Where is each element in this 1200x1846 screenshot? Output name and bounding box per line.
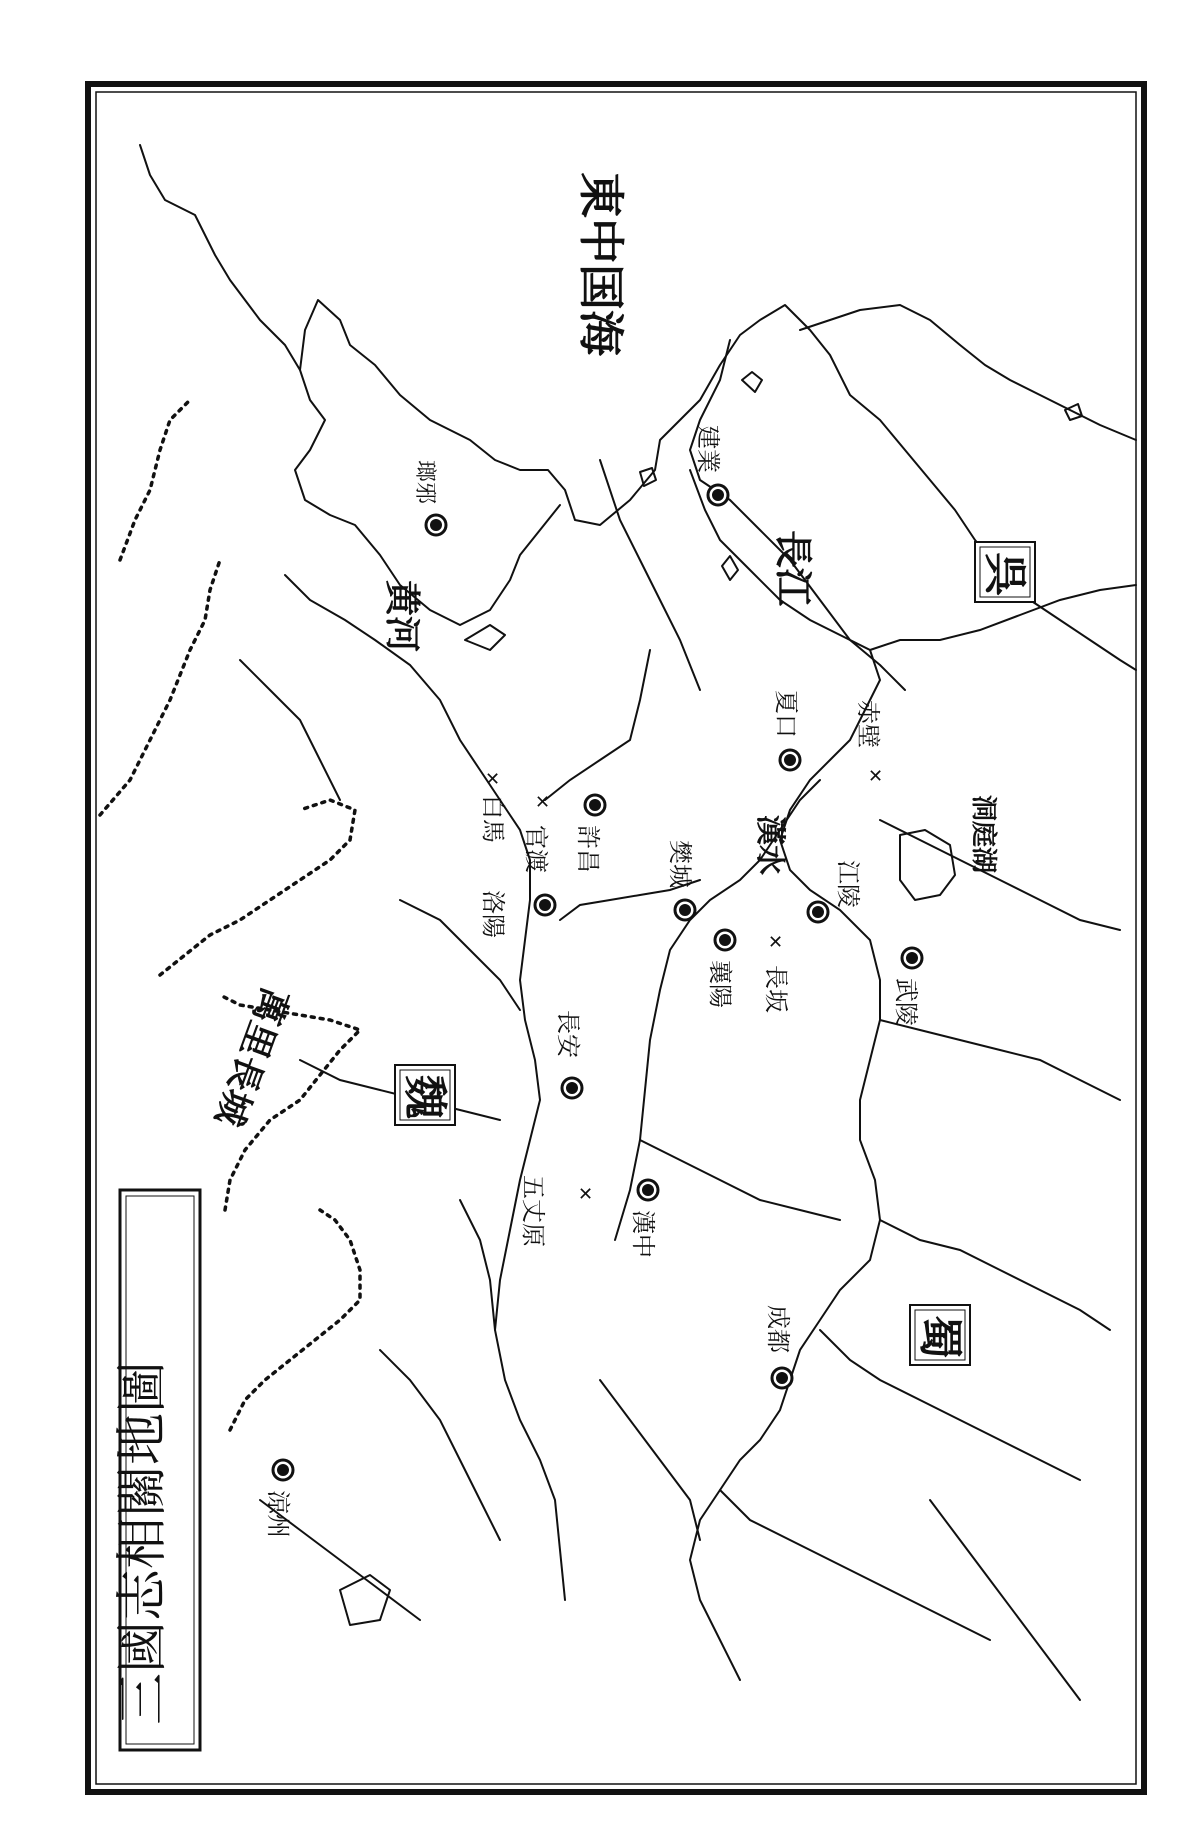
wu-label: 呉 [979,552,1030,596]
great-wall-line-5 [230,1210,360,1430]
great-wall-label: 萬里長城 [207,981,296,1132]
chibi-label: 赤壁 [854,700,882,748]
liangzhou-label: 涼州 [264,1490,292,1538]
han-river-label: 漢水 [752,815,787,875]
hanzhong-label: 漢中 [629,1210,657,1258]
map-title: 三國志相關地圖 [113,1360,173,1725]
river-trib-5 [880,820,1120,930]
river-trib-16 [930,1500,1080,1700]
changban-marker: ✕ [768,932,784,953]
river-trib-18 [460,1200,495,1330]
western-lake [340,1575,390,1625]
river-trib-1 [600,460,700,690]
baima-marker: ✕ [485,769,501,790]
changan-label: 長安 [554,1010,582,1058]
wei-label: 魏 [399,1075,450,1119]
guandu-label: 官渡 [522,825,550,873]
wuling-label: 武陵 [892,978,920,1026]
island-1 [742,372,762,392]
chibi-marker: ✕ [868,766,884,787]
great-wall-line [120,400,190,560]
river-trib-15 [600,1380,700,1540]
dongting-lake-shape [900,830,955,900]
river-trib-4 [880,1020,1120,1100]
chengdu-label: 成都 [764,1305,792,1353]
dongting-lake-label: 洞庭湖 [968,795,998,874]
sea-label: 東中国海 [574,172,628,356]
fancheng-label: 樊城 [666,840,694,888]
shu-label: 蜀 [914,1315,965,1359]
yangtze-river [690,470,880,1680]
river-trib-13 [380,1350,500,1540]
great-wall-line-3 [160,800,355,975]
jiangling-label: 江陵 [834,860,862,908]
xiakou-label: 夏口 [772,690,800,738]
labels [113,172,1030,1725]
coastline-southeast [800,305,1136,440]
changban-label: 長坂 [762,965,790,1013]
river-trib-2 [545,650,650,800]
xiangyang-label: 襄陽 [706,960,734,1008]
baima-label: 白馬 [479,795,507,843]
river-trib-12 [240,660,340,800]
luoyang-label: 洛陽 [479,890,507,938]
yangtze-river-label: 長江 [771,530,815,607]
river-trib-9 [720,1490,990,1640]
xuchang-label: 許昌 [574,825,602,873]
wuzhangyuan-marker: ✕ [578,1184,594,1205]
great-wall-line-2 [100,560,220,815]
yellow-river-island [465,625,505,650]
wuzhangyuan-label: 五丈原 [519,1175,547,1247]
island-2 [722,556,738,580]
jianye-label: 建業 [694,425,722,473]
yellow-river-label: 黄河 [381,580,422,653]
coastline-east [690,340,905,690]
langya-label: 瑯邪 [412,460,437,505]
guandu-marker: ✕ [535,792,551,813]
city-markers [273,485,922,1480]
river-trib-14 [640,1140,840,1220]
